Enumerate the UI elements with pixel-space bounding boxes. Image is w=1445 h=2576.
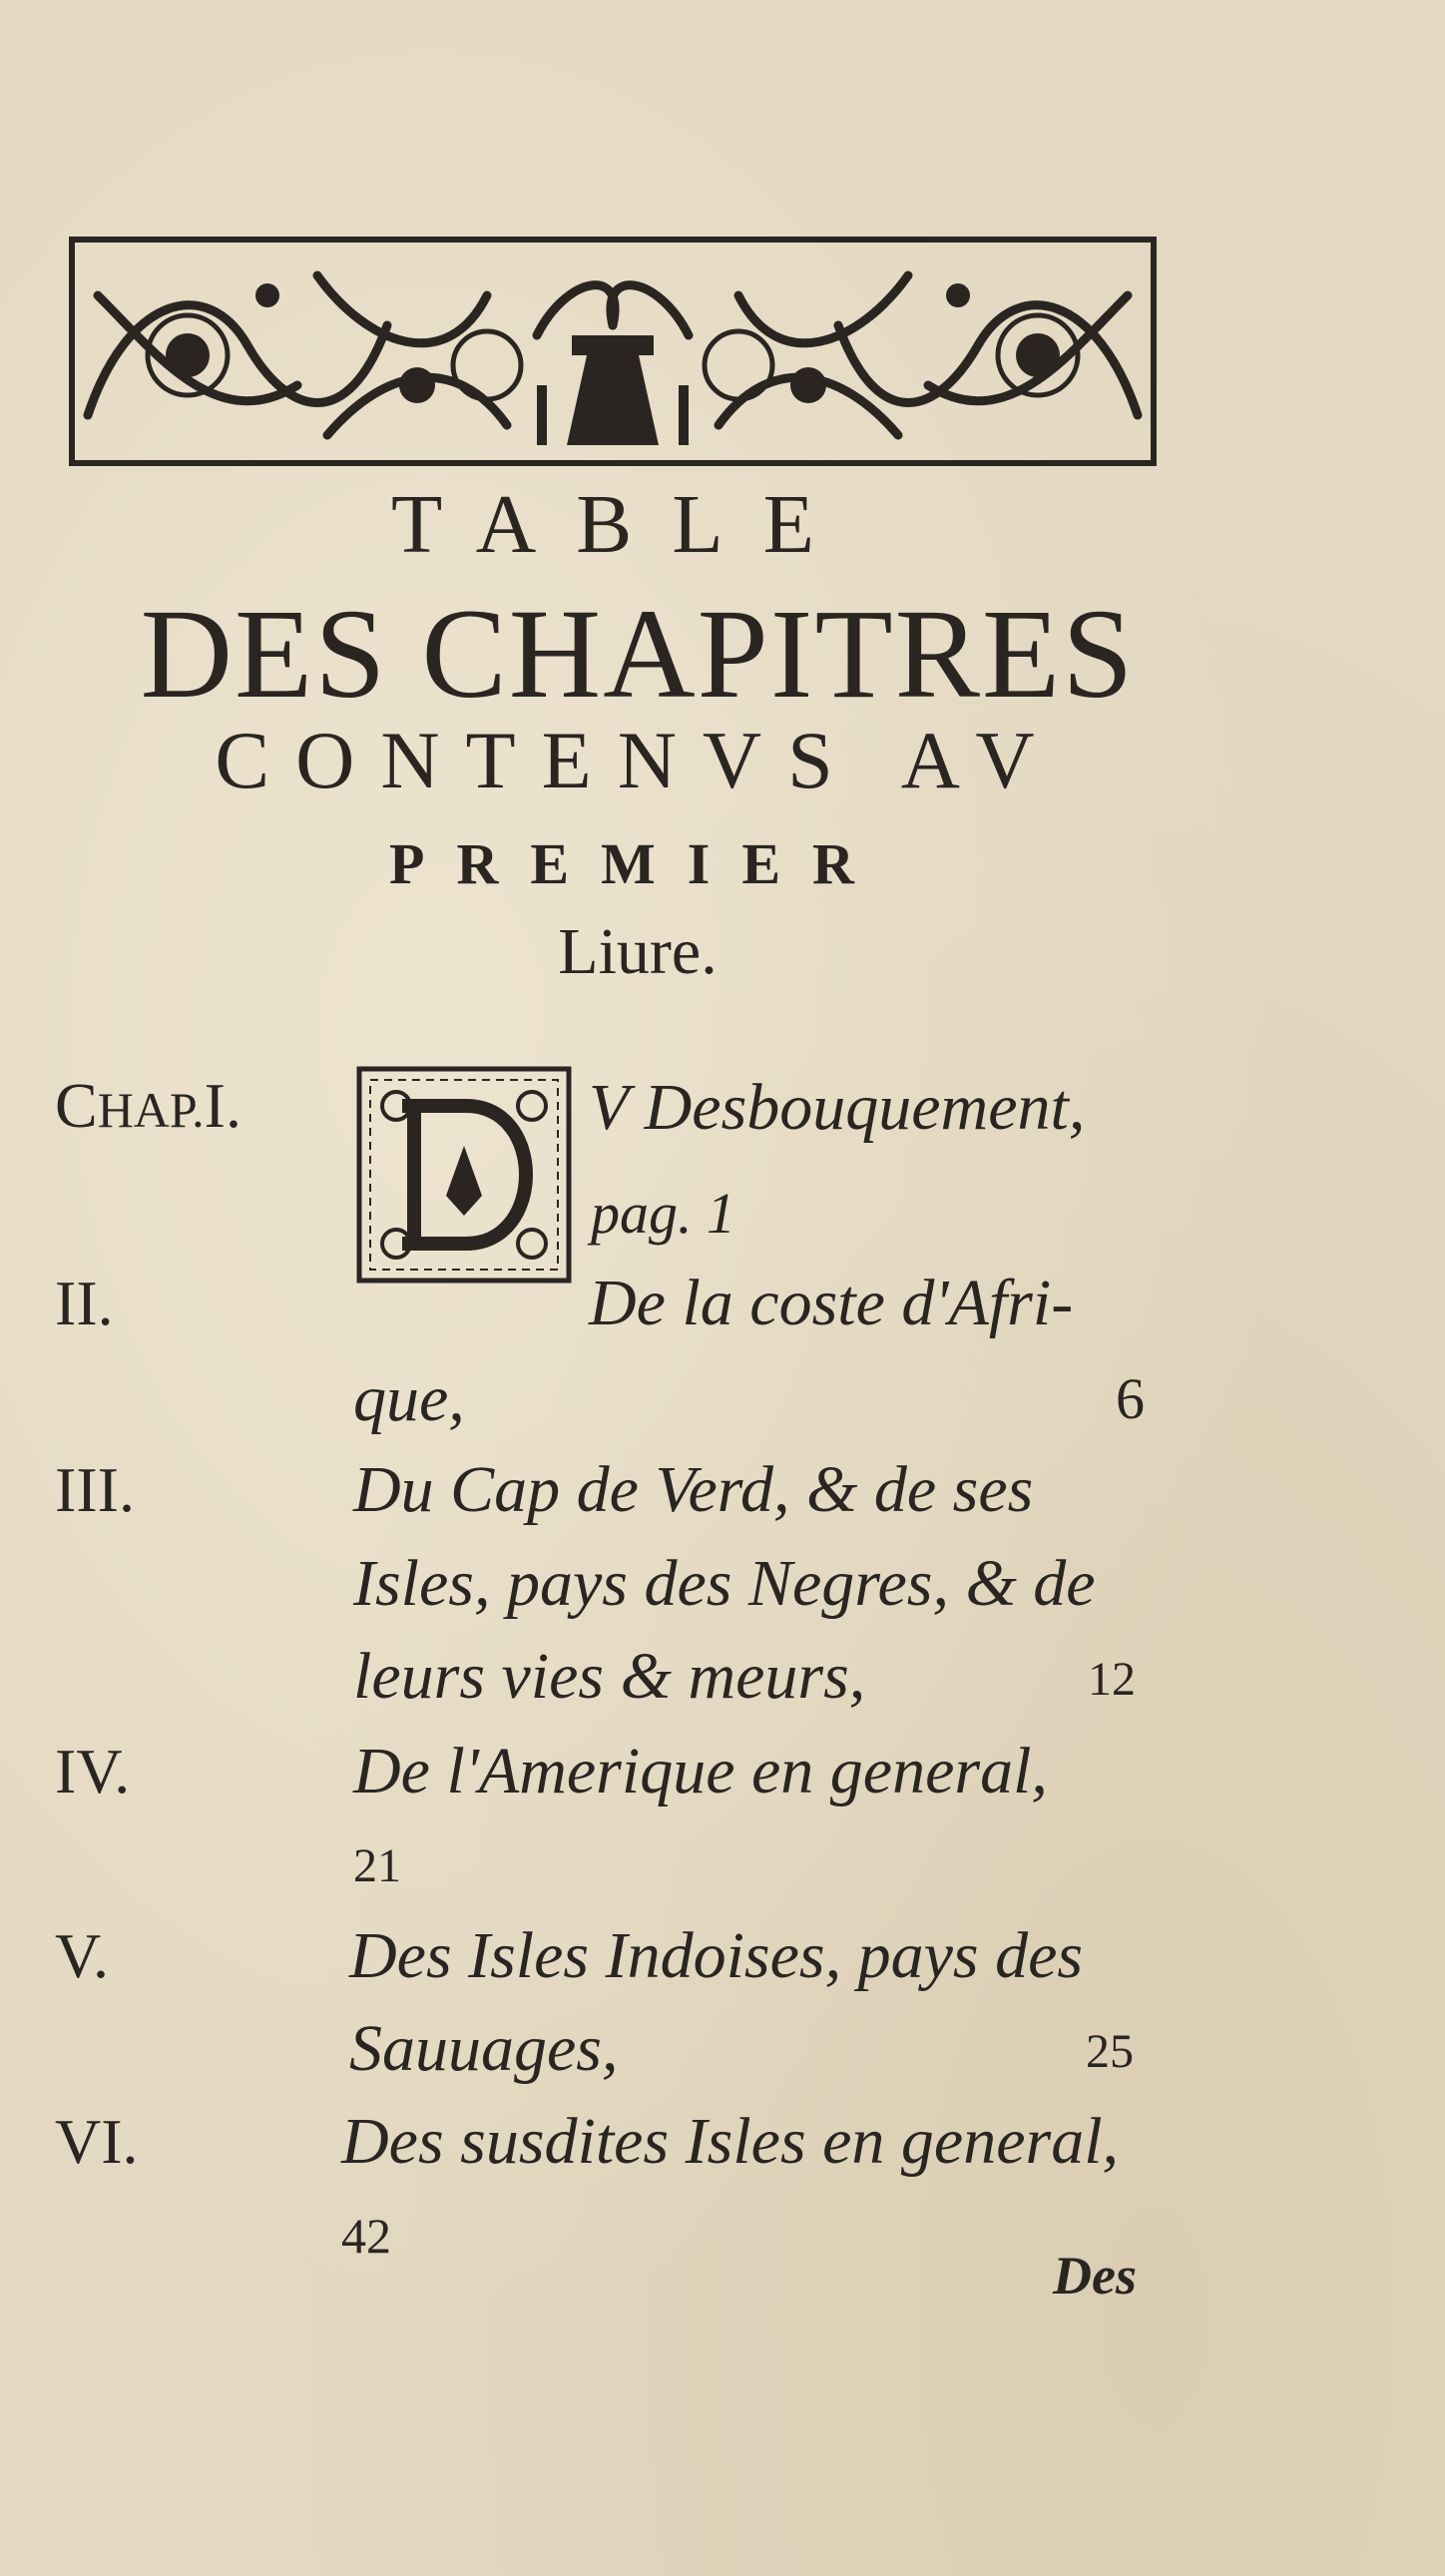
title-line-table: TABLE xyxy=(391,478,854,571)
catchword: Des xyxy=(1053,2246,1137,2306)
chapter-1-title: V Desbouquement, xyxy=(589,1071,1086,1144)
title-line-liure: Liure. xyxy=(558,915,718,988)
chapter-3-title-line-3: leurs vies & meurs, xyxy=(353,1640,866,1713)
title-line-premier: PREMIER xyxy=(389,831,886,896)
chapter-3-page: 12 xyxy=(1088,1653,1136,1706)
chapter-2-page: 6 xyxy=(1116,1366,1145,1431)
chapter-label-3: III. xyxy=(55,1454,135,1525)
chapter-label-1: CHAP.I. xyxy=(55,1070,241,1141)
chapter-label-2: II. xyxy=(55,1268,114,1338)
chapter-5-page: 25 xyxy=(1086,2025,1134,2078)
title-line-des-chapitres: DES CHAPITRES xyxy=(140,583,1136,725)
chapter-5-title-line-1: Des Isles Indoises, pays des xyxy=(349,1919,1084,1992)
chapter-label-5: V. xyxy=(55,1920,109,1991)
chapter-4-title: De l'Amerique en general, xyxy=(353,1735,1048,1807)
chapter-1-page: pag. 1 xyxy=(591,1181,735,1246)
title-line-contenus-au: CONTENVS AV xyxy=(215,715,1061,805)
chapter-3-title-line-2: Isles, pays des Negres, & de xyxy=(353,1547,1096,1620)
chapter-2-title-line-1: De la coste d'Afri- xyxy=(589,1267,1074,1339)
chapter-label-4: IV. xyxy=(55,1736,131,1806)
chapter-label-6: VI. xyxy=(55,2106,139,2177)
chapter-6-page: 42 xyxy=(341,2208,391,2264)
chapter-6-title: Des susdites Isles en general, xyxy=(341,2105,1120,2178)
decorated-initial-D-icon xyxy=(356,1066,572,1284)
chapter-2-title-line-2: que, xyxy=(353,1362,465,1435)
chapter-4-page: 21 xyxy=(353,1839,401,1892)
chapter-3-title-line-1: Du Cap de Verd, & de ses xyxy=(353,1453,1034,1526)
floral-headpiece-icon xyxy=(68,236,1158,467)
chapter-5-title-line-2: Sauuages, xyxy=(349,2012,619,2085)
